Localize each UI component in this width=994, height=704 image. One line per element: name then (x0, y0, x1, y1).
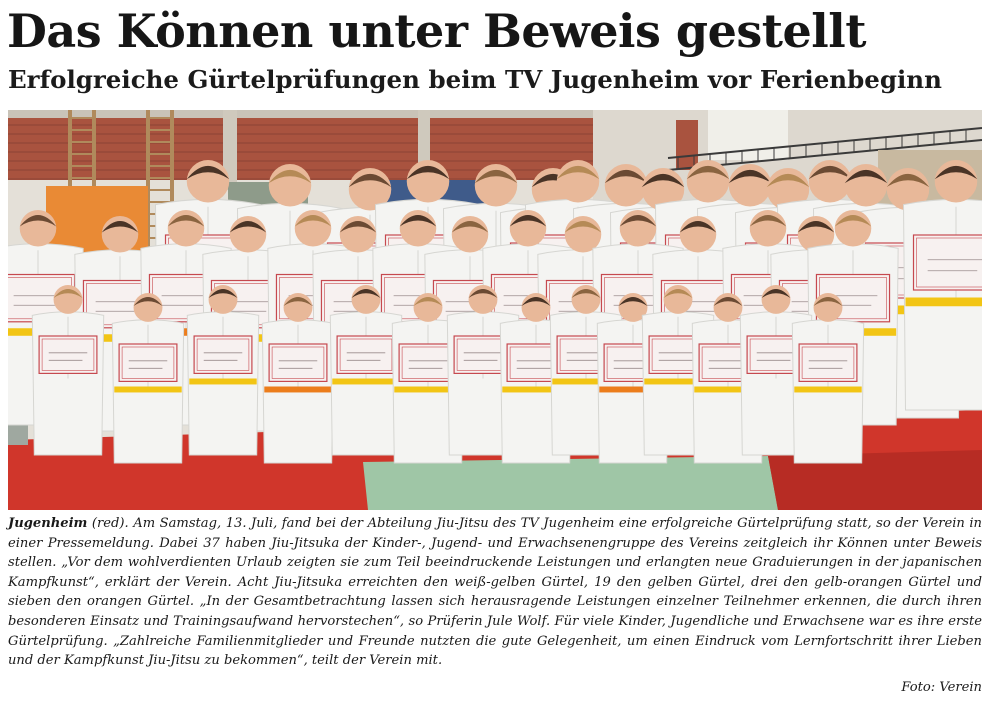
article-text: (red). Am Samstag, 13. Juli, fand bei der Abteilung Jiu-Jitsu des TV Jugenheim eine erfolgreiche Gürtelprüfung statt, so der Verein in einer Pressemeldung. Dabei 37 haben Jiu-Jitsuka der Kinder-, Jugend- und Erwachsenengruppe des Vereins zeitgleich ihr Können unter Beweis stellen. „Vor dem wohlverdienten Urlaub zeigten sie zum Teil beeindruckende Leistungen und erlangten neue Graduierungen in der japanischen Kampfkunst“, erklärt der Verein. Acht Jiu-Jitsuka erreichten den weiß-gelben Gürtel, 19 den gelben Gürtel, drei den gelb-orangen Gürtel und sieben den orangen Gürtel. „In der Gesamtbetrachtung lassen sich herausragende Leistungen einzelner Teilnehmer erkennen, die durch ihren besonderen Einsatz und Trainingsaufwand hervorstechen“, so Prüferin Jule Wolf. Für viele Kinder, Jugendliche und Erwachsene war es ihre erste Gürtelprüfung. „Zahlreiche Familienmitglieder und Freunde nutzten die gute Gelegenheit, um einen Eindruck vom Lernfortschritt ihrer Lieben und der Kampfkunst Jiu-Jitsu zu bekommen“, teilt der Verein mit. (8, 516, 982, 669)
certificate (799, 344, 857, 381)
subheadline: Erfolgreiche Gürtelprüfungen beim TV Jugenheim vor Ferienbeginn (8, 65, 942, 94)
mat-green (363, 456, 778, 510)
person-belt (906, 298, 983, 307)
certificate (914, 235, 983, 290)
dateline: Jugenheim (8, 516, 88, 531)
certificate (269, 344, 327, 381)
certificate (39, 336, 97, 373)
group-photo-icon (8, 110, 982, 510)
headline: Das Können unter Beweis gestellt (7, 4, 866, 58)
person-belt (114, 387, 181, 393)
person-belt (189, 379, 256, 385)
brick-column (676, 120, 698, 170)
photo-credit: Foto: Verein (901, 680, 982, 695)
certificate (194, 336, 252, 373)
person-belt (332, 379, 399, 385)
group-photo (8, 110, 982, 510)
certificate (337, 336, 395, 373)
certificate (119, 344, 177, 381)
article-body (8, 514, 982, 671)
person-belt (794, 387, 861, 393)
person-belt (264, 387, 331, 393)
